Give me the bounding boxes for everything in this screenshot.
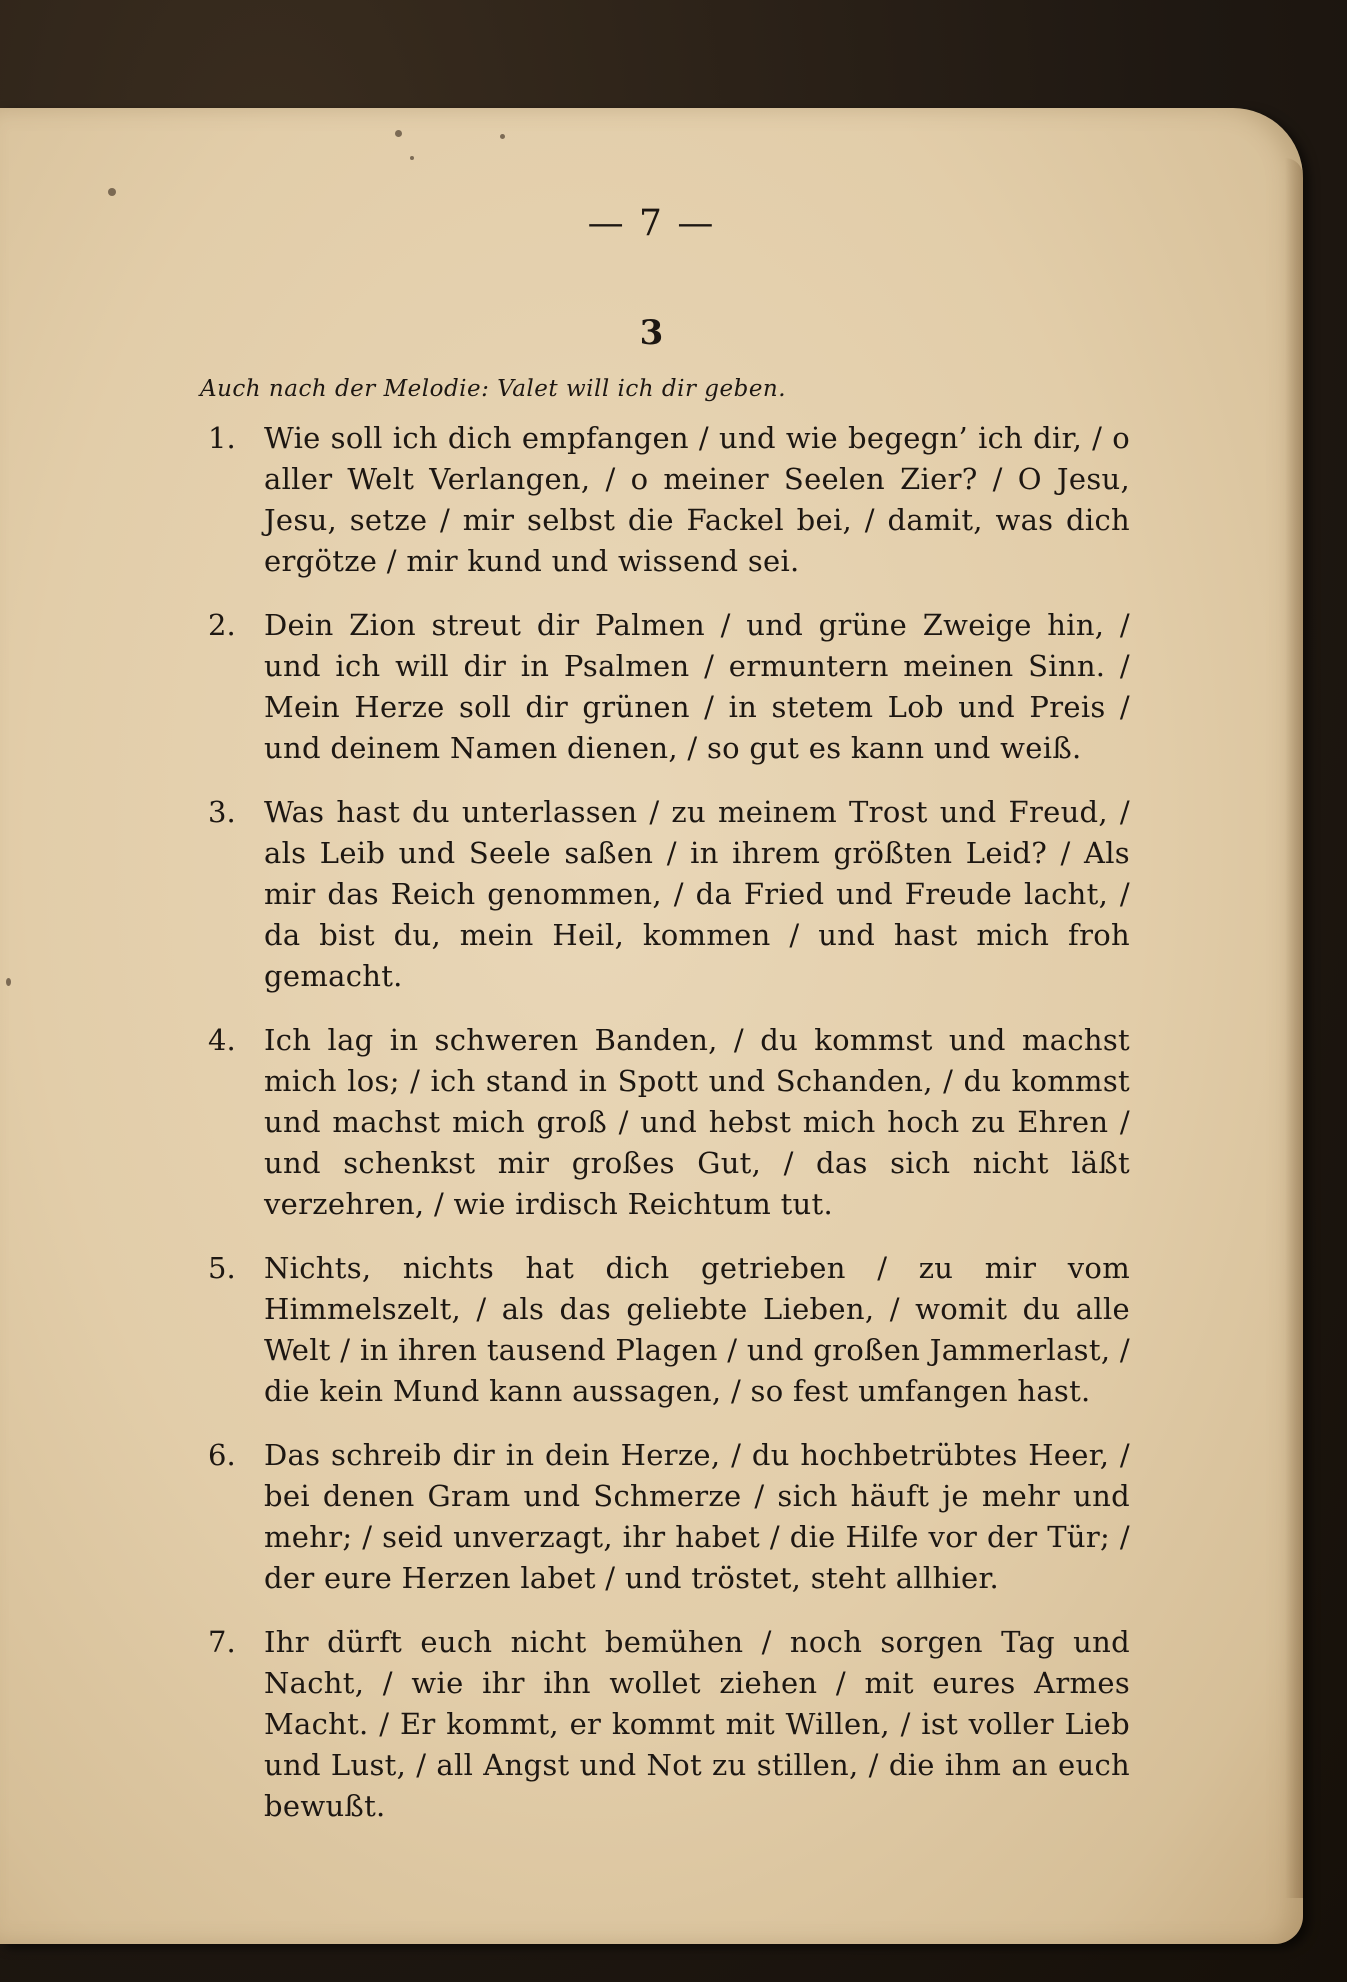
verse — [208, 418, 1130, 582]
verse — [208, 1435, 1130, 1599]
paper-speck — [108, 188, 116, 196]
hymn-number: 3 — [639, 313, 664, 353]
verse-number: 2. — [208, 608, 236, 642]
verse — [208, 792, 1130, 997]
verse-text: Das schreib dir in dein Herze, / du hochbetrübtes Heer, / bei denen Gram und Schmerze / sich häuft je mehr und mehr; / seid unverzagt, ihr habet / die Hilfe vor der Tür; / der eure Herzen labet / und tröstet, steht allhier. — [264, 1438, 1130, 1595]
verse-text: Nichts, nichts hat dich getrieben / zu mir vom Himmelszelt, / als das geliebte Lieben, / womit du alle Welt / in ihren tausend Plagen / und großen Jammerlast, / die kein Mund kann aussagen, / so fest umfangen hast. — [264, 1251, 1130, 1408]
verse — [208, 605, 1130, 769]
verse — [208, 1020, 1130, 1225]
paper-speck — [410, 156, 414, 160]
verse-number: 6. — [208, 1438, 236, 1472]
verse-list — [208, 418, 1130, 1850]
verse-number: 5. — [208, 1251, 236, 1285]
page-edge-shadow — [1285, 158, 1303, 1898]
verse — [208, 1622, 1130, 1827]
paper-speck — [500, 134, 505, 139]
melody-note: Auch nach der Melodie: Valet will ich dir geben. — [200, 376, 787, 402]
book-page — [0, 108, 1303, 1944]
verse-number: 1. — [208, 421, 236, 455]
verse-number: 7. — [208, 1625, 236, 1659]
verse-number: 3. — [208, 795, 236, 829]
verse — [208, 1248, 1130, 1412]
verse-number: 4. — [208, 1023, 236, 1057]
verse-text: Wie soll ich dich empfangen / und wie begegn’ ich dir, / o aller Welt Verlangen, / o meiner Seelen Zier? / O Jesu, Jesu, setze / mir selbst die Fackel bei, / damit, was dich ergötze / mir kund und wissend sei. — [264, 421, 1130, 578]
verse-text: Was hast du unterlassen / zu meinem Trost und Freud, / als Leib und Seele saßen / in ihrem größten Leid? / Als mir das Reich genommen, / da Fried und Freude lacht, / da bist du, mein Heil, kommen / und hast mich froh gemacht. — [264, 795, 1130, 993]
verse-text: Ihr dürft euch nicht bemühen / noch sorgen Tag und Nacht, / wie ihr ihn wollet ziehen / mit eures Armes Macht. / Er kommt, er kommt mit Willen, / ist voller Lieb und Lust, / all Angst und Not zu stillen, / die ihm an euch bewußt. — [264, 1625, 1130, 1823]
paper-speck — [6, 978, 11, 986]
paper-speck — [395, 130, 402, 137]
page-number: — 7 — — [587, 203, 716, 244]
verse-text: Dein Zion streut dir Palmen / und grüne Zweige hin, / und ich will dir in Psalmen / ermuntern meinen Sinn. / Mein Herze soll dir grünen / in stetem Lob und Preis / und deinem Namen dienen, / so gut es kann und weiß. — [264, 608, 1130, 765]
verse-text: Ich lag in schweren Banden, / du kommst und machst mich los; / ich stand in Spott und Schanden, / du kommst und machst mich groß / und hebst mich hoch zu Ehren / und schenkst mir großes Gut, / das sich nicht läßt verzehren, / wie irdisch Reichtum tut. — [264, 1023, 1130, 1221]
